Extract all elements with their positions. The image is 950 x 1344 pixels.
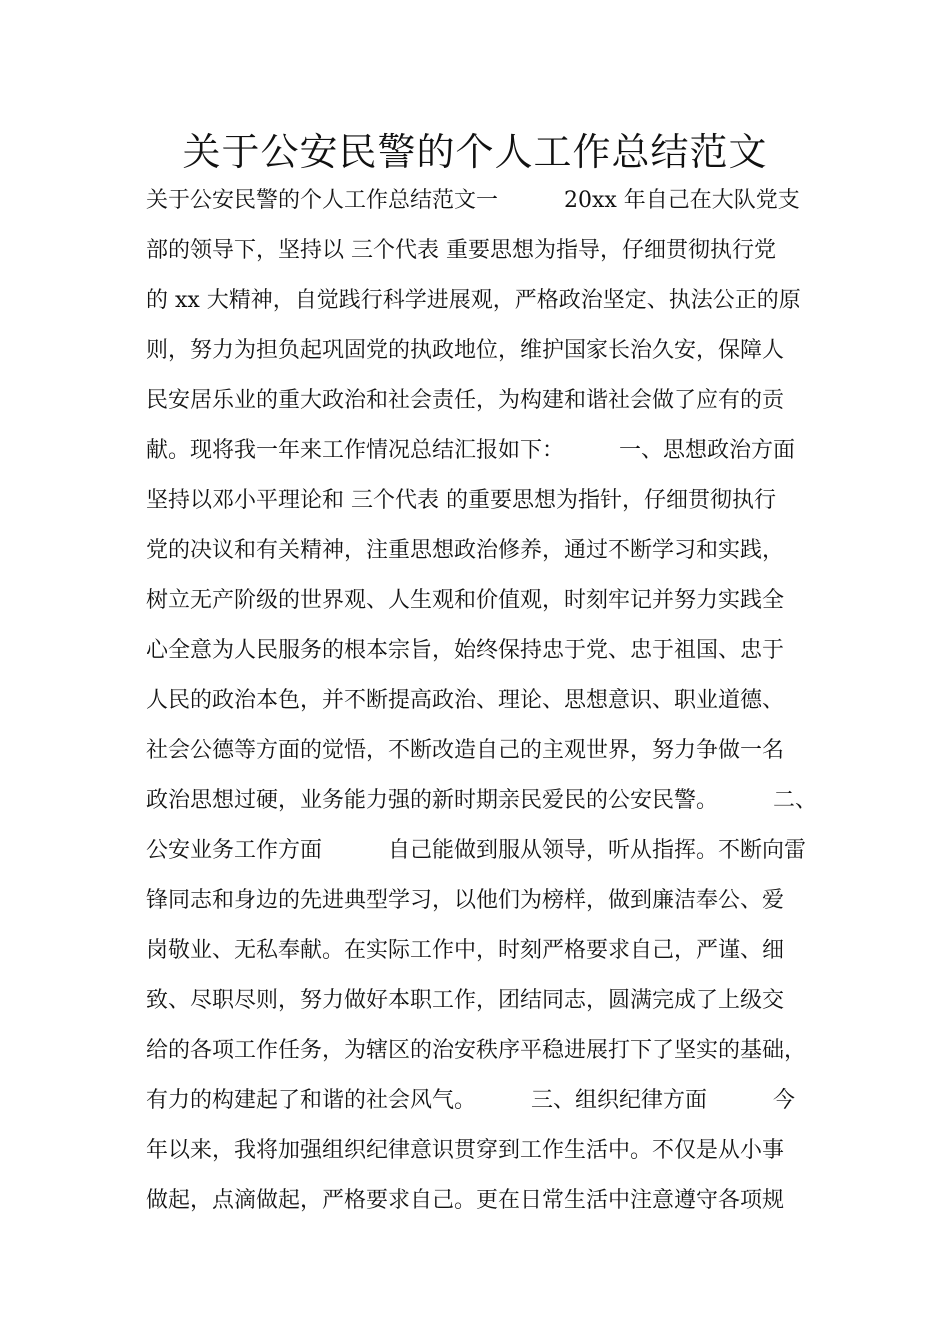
body-line: 致、尽职尽则，努力做好本职工作，团结同志，圆满完成了上级交 — [146, 988, 785, 1013]
body-line: 的 xx 大精神，自觉践行科学进展观，严格政治坚定、执法公正的原 — [146, 288, 801, 313]
body-line: 坚持以邓小平理论和 三个代表 的重要思想为指针，仔细贯彻执行 — [146, 488, 776, 513]
document-body — [146, 179, 836, 1229]
body-line: 民安居乐业的重大政治和社会责任，为构建和谐社会做了应有的贡 — [146, 388, 785, 413]
body-line: 岗敬业、无私奉献。在实际工作中，时刻严格要求自己，严谨、细 — [146, 938, 785, 963]
body-line: 做起，点滴做起，严格要求自己。更在日常生活中注意遵守各项规 — [146, 1188, 785, 1213]
body-line: 党的决议和有关精神，注重思想政治修养，通过不断学习和实践， — [146, 538, 785, 563]
body-line: 献。现将我一年来工作情况总结汇报如下： 一、思想政治方面 — [146, 438, 796, 463]
body-line: 有力的构建起了和谐的社会风气。 三、组织纪律方面 今 — [146, 1088, 796, 1113]
body-line: 树立无产阶级的世界观、人生观和价值观，时刻牢记并努力实践全 — [146, 588, 785, 613]
body-line: 年以来，我将加强组织纪律意识贯穿到工作生活中。不仅是从小事 — [146, 1138, 785, 1163]
body-line: 政治思想过硬，业务能力强的新时期亲民爱民的公安民警。 二、 — [146, 788, 818, 813]
body-line: 则，努力为担负起巩固党的执政地位，维护国家长治久安，保障人 — [146, 338, 785, 363]
body-line: 关于公安民警的个人工作总结范文一 20xx 年自己在大队党支 — [146, 188, 800, 213]
body-line: 公安业务工作方面 自己能做到服从领导，听从指挥。不断向雷 — [146, 838, 807, 863]
body-line: 锋同志和身边的先进典型学习，以他们为榜样，做到廉洁奉公、爱 — [146, 888, 785, 913]
body-line: 给的各项工作任务，为辖区的治安秩序平稳进展打下了坚实的基础， — [146, 1038, 807, 1063]
body-line: 部的领导下，坚持以 三个代表 重要思想为指导，仔细贯彻执行党 — [146, 238, 776, 263]
body-line: 社会公德等方面的觉悟，不断改造自己的主观世界，努力争做一名 — [146, 738, 785, 763]
body-line: 人民的政治本色，并不断提高政治、理论、思想意识、职业道德、 — [146, 688, 785, 713]
document-title: 关于公安民警的个人工作总结范文 — [182, 130, 768, 174]
body-line: 心全意为人民服务的根本宗旨，始终保持忠于党、忠于祖国、忠于 — [146, 638, 785, 663]
